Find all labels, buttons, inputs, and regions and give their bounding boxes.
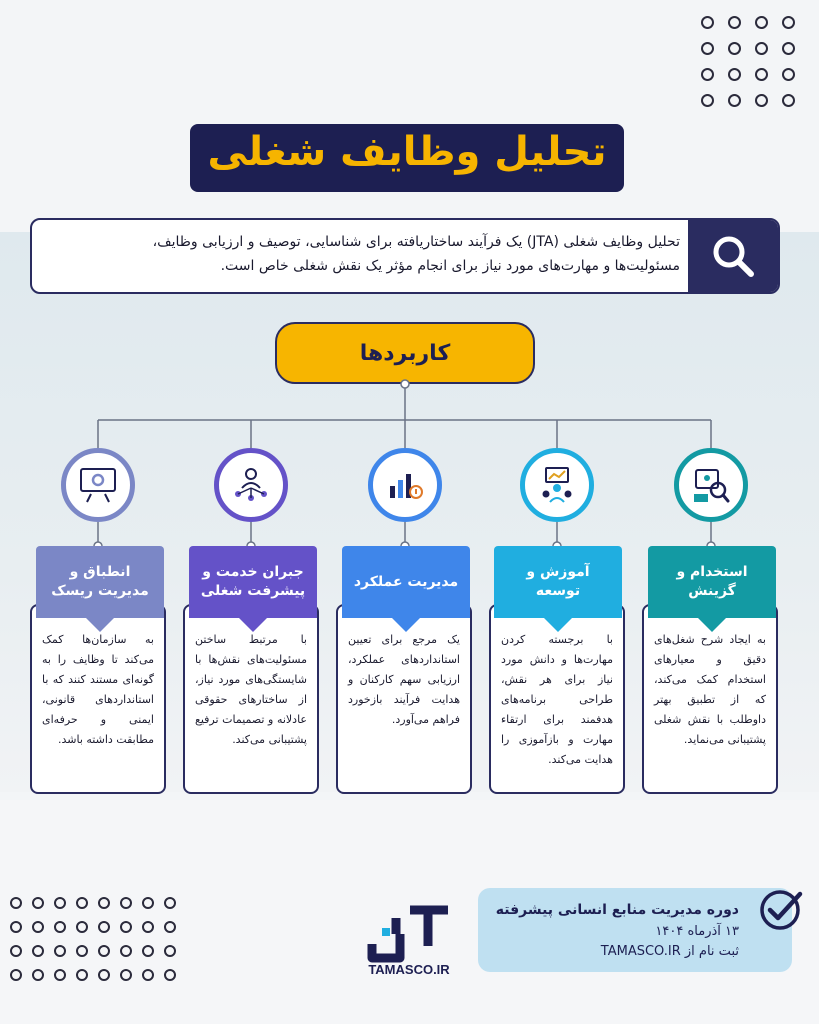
presentation-gear-icon — [61, 448, 135, 522]
course-info-card — [478, 888, 792, 972]
intro-line-1: تحلیل وظایف شغلی (JTA) یک فرآیند ساختاریافته برای شناسایی، توصیف و ارزیابی وظایف، — [152, 234, 680, 250]
person-network-icon — [214, 448, 288, 522]
training-people-icon — [520, 448, 594, 522]
tamasco-logo — [366, 888, 452, 968]
card-head-recruitment: استخدام و گزینش — [648, 546, 776, 618]
applications-pill: کاربردها — [275, 322, 535, 384]
card-body-recruitment: به ایجاد شرح شغل‌های دقیق و معیارهای استخدام کمک می‌کند، که از تطبیق بهتر داوطلب با نقش شغلی پشتیبانی می‌نماید. — [642, 604, 778, 794]
page-title: تحلیل وظایف شغلی — [207, 129, 607, 175]
card-body-compensation: با مرتبط ساختن مسئولیت‌های نقش‌ها با شایستگی‌های مورد نیاز، از ساختارهای حقوقی عادلانه و تصمیمات ترفیع پشتیبانی می‌کند. — [183, 604, 319, 794]
intro-line-2: مسئولیت‌ها و مهارت‌های مورد نیاز برای انجام مؤثر یک نقش شغلی خاص است. — [220, 258, 680, 274]
performance-chart-icon — [368, 448, 442, 522]
card-head-training: آموزش و توسعه — [494, 546, 622, 618]
card-body-training: با برجسته کردن مهارت‌ها و دانش مورد نیاز برای هر نقش، طراحی برنامه‌های هدفمند برای ارتقاء مهارت و بازآموزی را هدایت می‌کند. — [489, 604, 625, 794]
course-title: دوره مدیریت منابع انسانی پیشرفته — [495, 902, 739, 918]
logo-caption: TAMASCO.IR — [368, 962, 450, 977]
course-date: ۱۳ آذرماه ۱۴۰۴ — [655, 924, 739, 939]
card-body-performance: یک مرجع برای تعیین استانداردهای عملکرد، ارزیابی سهم کارکنان و هدایت فرآیند بازخورد فراهم می‌آورد. — [336, 604, 472, 794]
check-circle-icon — [756, 884, 806, 934]
card-head-compliance: انطباق و مدیریت ریسک — [36, 546, 164, 618]
card-body-compliance: به سازمان‌ها کمک می‌کند تا وظایف را به گونه‌ای مستند کنند که با استانداردهای قانونی، ایمنی و حرفه‌ای مطابقت داشته باشد. — [30, 604, 166, 794]
card-head-performance: مدیریت عملکرد — [342, 546, 470, 618]
card-head-compensation: جبران خدمت و پیشرفت شغلی — [189, 546, 317, 618]
recruitment-magnifier-icon — [674, 448, 748, 522]
registration-link[interactable]: ثبت نام از TAMASCO.IR — [600, 944, 739, 959]
